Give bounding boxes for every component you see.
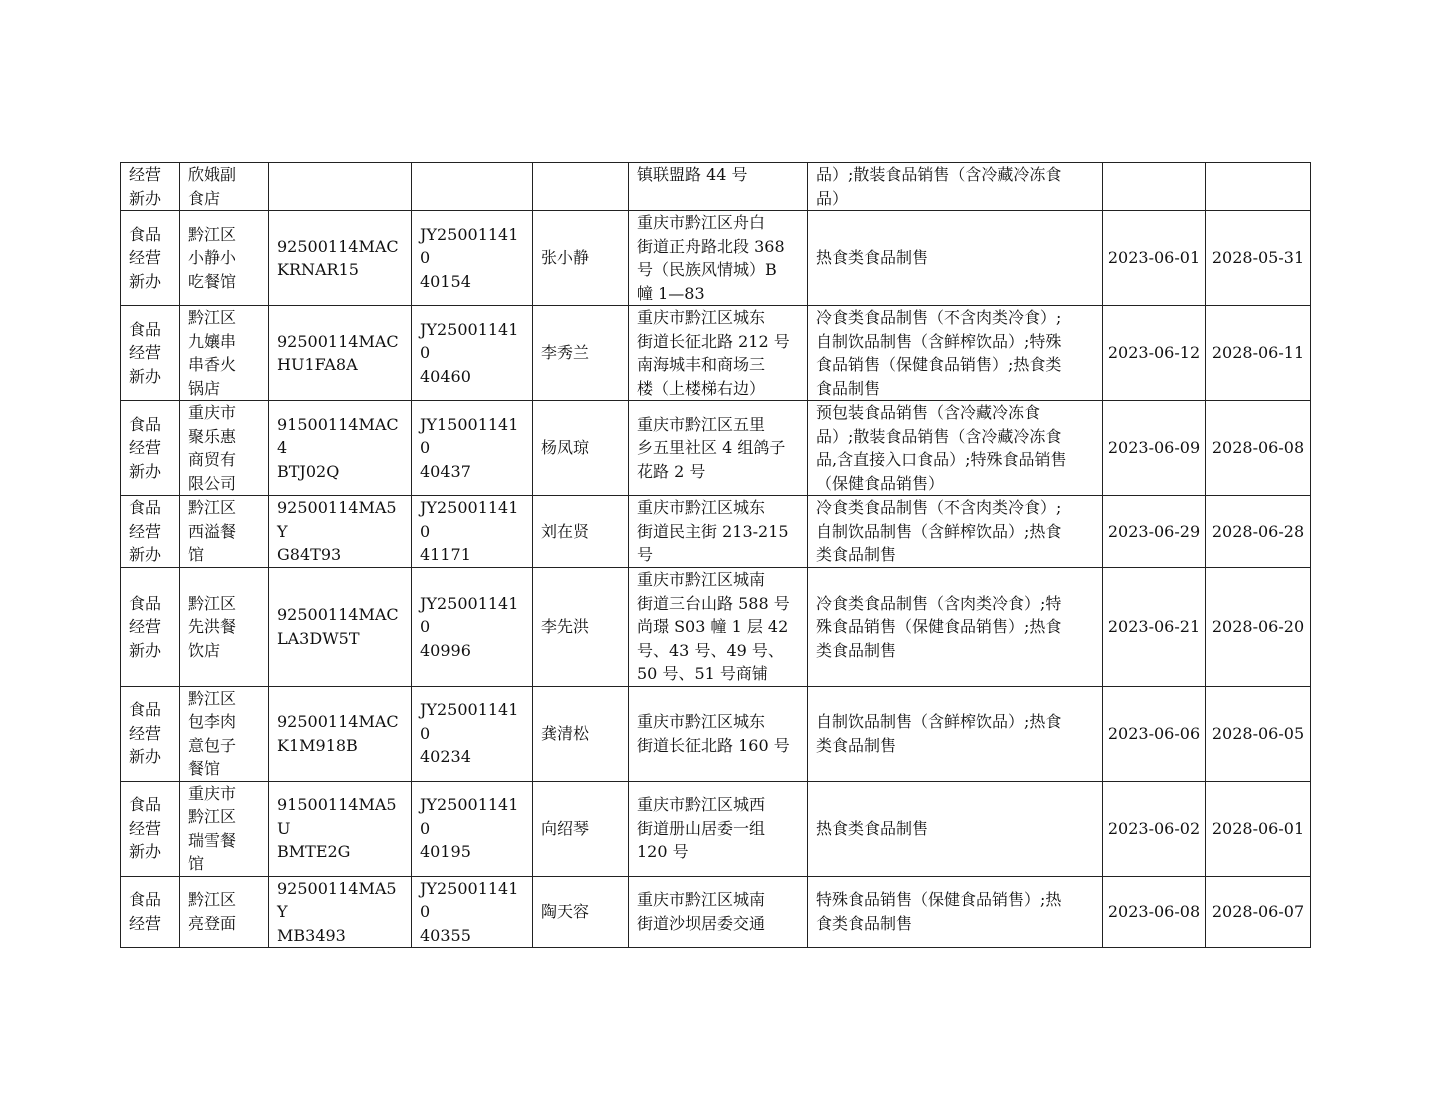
cell-line: 欣娥副 <box>188 165 237 184</box>
cell-line: 食品 <box>129 593 162 613</box>
type-cell <box>121 781 180 876</box>
cell-line: 特殊食品销售（保健食品销售）;热 <box>816 890 1062 910</box>
cell-line: 包李肉 <box>188 712 237 731</box>
cell-line: 自制饮品制售（含鲜榨饮品）;热食 <box>816 712 1062 731</box>
cell-line: 号、43 号、49 号、 <box>637 640 784 660</box>
cell-line: 餐馆 <box>188 759 221 778</box>
cell-line: 黔江区 <box>188 498 237 518</box>
cell-line: JY250011410 <box>420 319 519 363</box>
cell-line: 号 <box>637 545 654 565</box>
cell-line: JY150011410 <box>420 414 519 458</box>
legal-person-cell: 刘在贤 <box>533 496 629 568</box>
cell-line: 品） <box>816 188 849 208</box>
cell-line: 街道三台山路 588 号 <box>637 593 790 613</box>
cell-line: 食品 <box>129 700 162 720</box>
cell-line: BTJ02Q <box>277 461 340 481</box>
cell-line: 街道长征北路 160 号 <box>637 735 790 755</box>
start-date-cell: 2023-06-08 <box>1103 876 1206 948</box>
cell-line: 重庆市黔江区城西 <box>637 795 766 815</box>
address-cell <box>629 306 808 401</box>
cell-line: 黔江区 <box>188 688 237 708</box>
cell-line: 食店 <box>188 188 221 208</box>
business-scope-cell <box>808 306 1103 401</box>
cell-line: HU1FA8A <box>277 355 358 374</box>
cell-line: 黔江区 <box>188 593 237 613</box>
end-date-cell: 2028-06-28 <box>1206 496 1311 568</box>
start-date-cell: 2023-06-21 <box>1103 568 1206 687</box>
cell-line: LA3DW5T <box>277 628 360 648</box>
table-row <box>121 781 1311 876</box>
name-cell <box>180 496 269 568</box>
cell-line: 经营 <box>129 438 162 458</box>
business-scope-cell <box>808 163 1103 211</box>
cell-line: 限公司 <box>188 473 237 493</box>
legal-person-cell: 李先洪 <box>533 568 629 687</box>
type-cell <box>121 876 180 948</box>
business-scope-cell <box>808 686 1103 781</box>
cell-line: 重庆市黔江区城东 <box>637 712 766 731</box>
end-date-cell: 2028-06-20 <box>1206 568 1311 687</box>
cell-line: 重庆市 <box>188 403 237 422</box>
cell-line: 食品销售（保健食品销售）;热食类 <box>816 355 1062 374</box>
table-body <box>121 163 1311 948</box>
cell-line: 预包装食品销售（含冷藏冷冻食 <box>816 403 1041 422</box>
cell-line: 西溢餐 <box>188 521 237 541</box>
cell-line: 馆 <box>188 854 205 873</box>
cell-line: 40996 <box>420 640 471 660</box>
address-cell <box>629 401 808 496</box>
cell-line: 黔江区 <box>188 308 237 327</box>
cell-line: 食品 <box>129 414 162 434</box>
cell-line: 热食类食品制售 <box>816 818 929 838</box>
cell-line: JY250011410 <box>420 224 519 268</box>
cell-line: 重庆市黔江区城南 <box>637 890 766 910</box>
cell-line: 饮店 <box>188 640 221 660</box>
cell-line: 黔江区 <box>188 890 237 910</box>
cell-line: 黔江区 <box>188 224 237 244</box>
cell-line: （保健食品销售） <box>816 473 945 493</box>
cell-line: 经营 <box>129 913 162 933</box>
cell-line: 意包子 <box>188 735 237 755</box>
name-cell <box>180 211 269 306</box>
cell-line: 92500114MAC <box>277 712 399 731</box>
end-date-cell: 2028-06-08 <box>1206 401 1311 496</box>
cell-line: 91500114MAC4 <box>277 414 399 458</box>
cell-line: 经营 <box>129 723 162 743</box>
cell-line: 重庆市黔江区城南 <box>637 570 766 589</box>
license-number-cell <box>412 401 533 496</box>
license-number-cell <box>412 211 533 306</box>
legal-person-cell: 龚清松 <box>533 686 629 781</box>
cell-line: 花路 2 号 <box>637 461 706 481</box>
cell-line: 小静小 <box>188 248 237 268</box>
business-scope-cell <box>808 401 1103 496</box>
cell-line: 尚璟 S03 幢 1 层 42 <box>637 617 789 636</box>
cell-line: K1M918B <box>277 735 358 755</box>
business-scope-cell <box>808 568 1103 687</box>
table-row <box>121 211 1311 306</box>
cell-line: 楼（上楼梯右边） <box>637 378 766 398</box>
cell-line: 新办 <box>129 461 162 481</box>
end-date-cell: 2028-05-31 <box>1206 211 1311 306</box>
name-cell <box>180 568 269 687</box>
end-date-cell: 2028-06-07 <box>1206 876 1311 948</box>
cell-line: 经营 <box>129 521 162 541</box>
address-cell <box>629 163 808 211</box>
cell-line: 串香火 <box>188 355 237 374</box>
cell-line: 经营 <box>129 165 162 184</box>
cell-line: 40437 <box>420 461 471 481</box>
cell-line: 品）;散装食品销售（含冷藏冷冻食 <box>816 426 1062 446</box>
cell-line: 冷食类食品制售（含肉类冷食）;特 <box>816 593 1062 613</box>
cell-line: 热食类食品制售 <box>816 248 929 268</box>
cell-line: JY250011410 <box>420 700 519 743</box>
credit-code-cell <box>269 568 412 687</box>
table-row <box>121 496 1311 568</box>
license-number-cell <box>412 568 533 687</box>
license-number-cell <box>412 686 533 781</box>
start-date-cell: 2023-06-06 <box>1103 686 1206 781</box>
cell-line: 新办 <box>129 271 162 291</box>
cell-line: 南海城丰和商场三 <box>637 355 766 374</box>
start-date-cell: 2023-06-02 <box>1103 781 1206 876</box>
cell-line: 重庆市黔江区五里 <box>637 414 766 434</box>
cell-line: KRNAR15 <box>277 260 359 279</box>
cell-line: JY250011410 <box>420 593 519 636</box>
table-row <box>121 686 1311 781</box>
cell-line: 41171 <box>420 545 471 565</box>
end-date-cell <box>1206 163 1311 211</box>
name-cell <box>180 781 269 876</box>
name-cell <box>180 686 269 781</box>
type-cell <box>121 686 180 781</box>
credit-code-cell <box>269 211 412 306</box>
cell-line: MB3493 <box>277 925 346 945</box>
legal-person-cell <box>533 163 629 211</box>
cell-line: 50 号、51 号商铺 <box>637 664 768 683</box>
cell-line: 重庆市黔江区城东 <box>637 498 766 518</box>
address-cell <box>629 876 808 948</box>
cell-line: 新办 <box>129 747 162 767</box>
cell-line: 亮登面 <box>188 913 237 933</box>
license-number-cell <box>412 496 533 568</box>
cell-line: 黔江区 <box>188 807 237 826</box>
name-cell <box>180 306 269 401</box>
legal-person-cell: 李秀兰 <box>533 306 629 401</box>
cell-line: 食类食品制售 <box>816 913 913 933</box>
legal-person-cell: 向绍琴 <box>533 781 629 876</box>
cell-line: 冷食类食品制售（不含肉类冷食）; <box>816 308 1062 327</box>
name-cell <box>180 401 269 496</box>
cell-line: 馆 <box>188 545 205 565</box>
business-scope-cell <box>808 496 1103 568</box>
cell-line: 92500114MAC <box>277 236 399 256</box>
cell-line: G84T93 <box>277 545 342 565</box>
cell-line: 食品 <box>129 224 162 244</box>
cell-line: 街道长征北路 212 号 <box>637 331 790 351</box>
cell-line: 街道正舟路北段 368 <box>637 236 785 256</box>
cell-line: 食品 <box>129 890 162 910</box>
cell-line: 食品 <box>129 498 162 518</box>
cell-line: 40234 <box>420 747 471 767</box>
cell-line: 92500114MA5Y <box>277 498 397 541</box>
cell-line: 重庆市黔江区城东 <box>637 308 766 327</box>
cell-line: 经营 <box>129 617 162 636</box>
cell-line: JY250011410 <box>420 878 519 921</box>
type-cell <box>121 163 180 211</box>
cell-line: 食品制售 <box>816 378 881 398</box>
type-cell <box>121 568 180 687</box>
license-number-cell <box>412 163 533 211</box>
cell-line: 经营 <box>129 343 162 363</box>
credit-code-cell <box>269 306 412 401</box>
cell-line: 自制饮品制售（含鲜榨饮品）;特殊 <box>816 331 1062 351</box>
cell-line: 聚乐惠 <box>188 426 237 446</box>
cell-line: 92500114MAC <box>277 605 399 625</box>
cell-line: 类食品制售 <box>816 545 897 565</box>
cell-line: 类食品制售 <box>816 640 897 660</box>
cell-line: 92500114MAC <box>277 331 399 351</box>
end-date-cell: 2028-06-05 <box>1206 686 1311 781</box>
start-date-cell: 2023-06-01 <box>1103 211 1206 306</box>
cell-line: 乡五里社区 4 组鸽子 <box>637 438 786 458</box>
cell-line: 新办 <box>129 640 162 660</box>
cell-line: 食品 <box>129 319 162 339</box>
address-cell <box>629 211 808 306</box>
cell-line: 120 号 <box>637 842 689 862</box>
cell-line: 40460 <box>420 366 471 386</box>
cell-line: 经营 <box>129 248 162 268</box>
cell-line: JY250011410 <box>420 498 519 541</box>
table-row <box>121 163 1311 211</box>
table-row <box>121 306 1311 401</box>
type-cell <box>121 211 180 306</box>
start-date-cell: 2023-06-29 <box>1103 496 1206 568</box>
cell-line: 40195 <box>420 842 471 862</box>
cell-line: 锅店 <box>188 378 221 398</box>
type-cell <box>121 306 180 401</box>
legal-person-cell: 张小静 <box>533 211 629 306</box>
legal-person-cell: 杨凤琼 <box>533 401 629 496</box>
cell-line: 重庆市黔江区舟白 <box>637 213 766 232</box>
table-row <box>121 401 1311 496</box>
end-date-cell: 2028-06-01 <box>1206 781 1311 876</box>
credit-code-cell <box>269 781 412 876</box>
cell-line: 重庆市 <box>188 783 237 803</box>
cell-line: BMTE2G <box>277 842 351 862</box>
credit-code-cell <box>269 876 412 948</box>
address-cell <box>629 686 808 781</box>
name-cell <box>180 876 269 948</box>
license-number-cell <box>412 781 533 876</box>
start-date-cell: 2023-06-12 <box>1103 306 1206 401</box>
credit-code-cell <box>269 163 412 211</box>
business-scope-cell <box>808 211 1103 306</box>
cell-line: 街道册山居委一组 <box>637 818 766 838</box>
license-number-cell <box>412 306 533 401</box>
cell-line: 冷食类食品制售（不含肉类冷食）; <box>816 498 1062 518</box>
cell-line: 殊食品销售（保健食品销售）;热食 <box>816 617 1062 636</box>
license-number-cell <box>412 876 533 948</box>
cell-line: 商贸有 <box>188 450 237 469</box>
cell-line: 经营 <box>129 818 162 838</box>
cell-line: 街道沙坝居委交通 <box>637 913 766 933</box>
cell-line: 号（民族风情城）B <box>637 260 777 279</box>
type-cell <box>121 496 180 568</box>
type-cell <box>121 401 180 496</box>
credit-code-cell <box>269 401 412 496</box>
cell-line: 新办 <box>129 842 162 862</box>
table-row <box>121 876 1311 948</box>
cell-line: 新办 <box>129 545 162 565</box>
cell-line: 类食品制售 <box>816 735 897 755</box>
cell-line: 幢 1—83 <box>637 283 705 303</box>
business-scope-cell <box>808 781 1103 876</box>
business-scope-cell <box>808 876 1103 948</box>
legal-person-cell: 陶天容 <box>533 876 629 948</box>
cell-line: 街道民主街 213-215 <box>637 521 789 541</box>
cell-line: 自制饮品制售（含鲜榨饮品）;热食 <box>816 521 1062 541</box>
cell-line: 40154 <box>420 271 471 291</box>
cell-line: 新办 <box>129 366 162 386</box>
address-cell <box>629 781 808 876</box>
credit-code-cell <box>269 496 412 568</box>
address-cell <box>629 568 808 687</box>
cell-line: 九孃串 <box>188 331 237 351</box>
cell-line: 先洪餐 <box>188 617 237 636</box>
end-date-cell: 2028-06-11 <box>1206 306 1311 401</box>
cell-line: 吃餐馆 <box>188 271 237 291</box>
name-cell <box>180 163 269 211</box>
license-table <box>120 162 1311 948</box>
address-cell <box>629 496 808 568</box>
credit-code-cell <box>269 686 412 781</box>
cell-line: 91500114MA5U <box>277 795 397 838</box>
cell-line: JY250011410 <box>420 795 519 838</box>
cell-line: 新办 <box>129 188 162 208</box>
start-date-cell <box>1103 163 1206 211</box>
start-date-cell: 2023-06-09 <box>1103 401 1206 496</box>
cell-line: 食品 <box>129 795 162 815</box>
cell-line: 品）;散装食品销售（含冷藏冷冻食 <box>816 165 1062 184</box>
cell-line: 镇联盟路 44 号 <box>637 165 748 184</box>
cell-line: 40355 <box>420 925 471 945</box>
cell-line: 92500114MA5Y <box>277 878 397 921</box>
cell-line: 瑞雪餐 <box>188 830 237 850</box>
cell-line: 品,含直接入口食品）;特殊食品销售 <box>816 450 1067 469</box>
table-row <box>121 568 1311 687</box>
